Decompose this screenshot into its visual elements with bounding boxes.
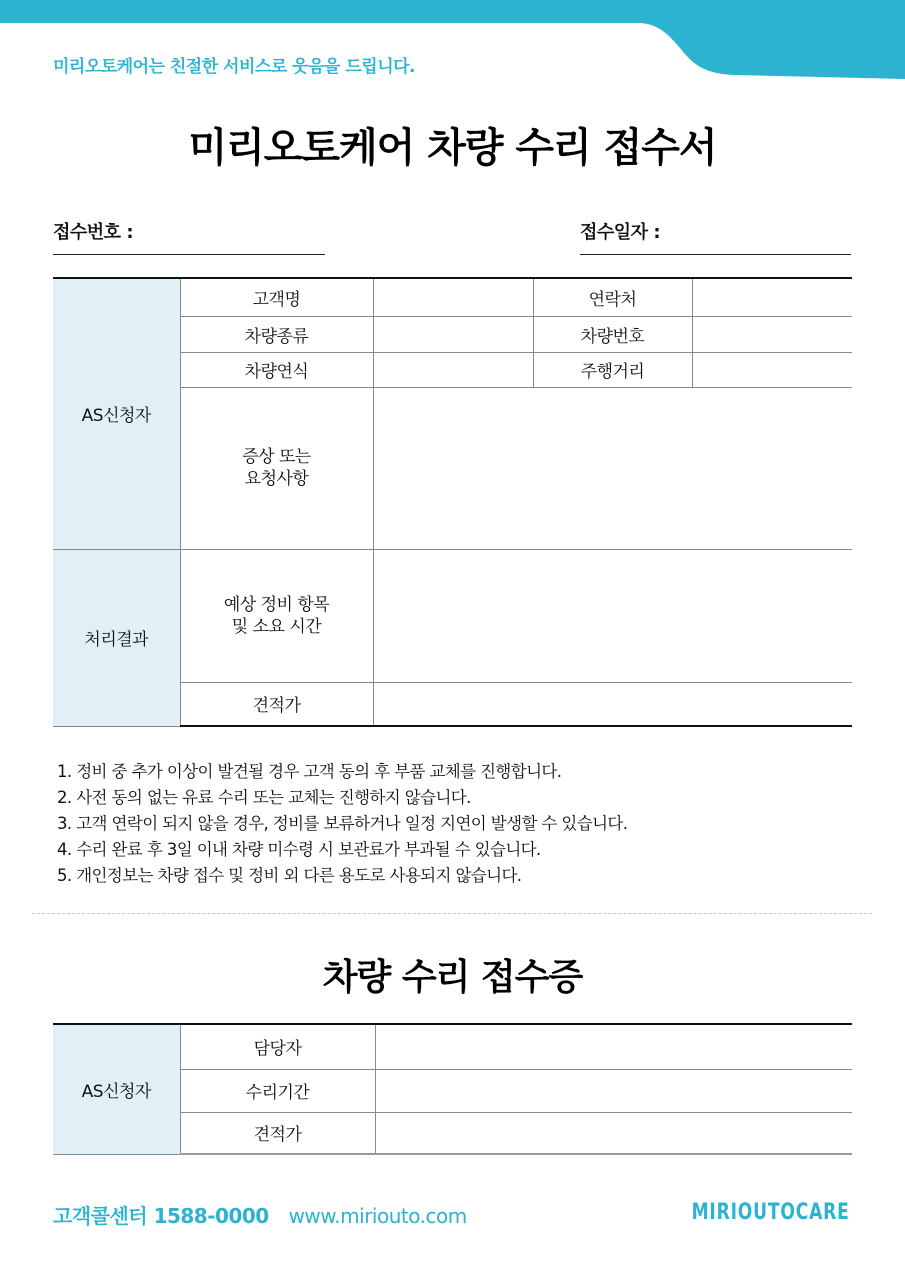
result-group-cell (53, 549, 180, 726)
mileage-field[interactable] (692, 352, 852, 387)
receipt-date-label: 접수일자 : (580, 222, 661, 243)
table-row (53, 278, 852, 316)
plate-number-field[interactable] (692, 316, 852, 352)
repair-period-field[interactable] (375, 1069, 852, 1112)
applicant-group-label: AS신청자 (81, 406, 151, 427)
table-row (53, 549, 852, 682)
repair-receipt-table (53, 1023, 852, 1155)
estimate-items-label-line1: 예상 정비 항목 (223, 594, 330, 615)
symptoms-label (180, 387, 373, 549)
estimate-items-field[interactable] (373, 549, 852, 682)
notice-item: 5. 개인정보는 차량 접수 및 정비 외 다른 용도로 사용되지 않습니다. (57, 866, 522, 885)
vehicle-year-field[interactable] (373, 352, 533, 387)
footer-contact (53, 1200, 467, 1229)
receipt-group-cell (53, 1024, 180, 1154)
website-link[interactable]: www.miriouto.com (288, 1204, 467, 1228)
receipt-number-field[interactable] (53, 218, 325, 255)
repair-request-table (53, 277, 852, 727)
receipt-group-label: AS신청자 (81, 1081, 151, 1102)
symptoms-label-line2: 요청사항 (244, 469, 309, 489)
receipt-title: 차량 수리 접수증 (322, 957, 583, 998)
receipt-number-label: 접수번호 : (53, 222, 134, 243)
manager-field[interactable] (375, 1024, 852, 1069)
notice-list (57, 759, 627, 889)
result-group-label: 처리결과 (84, 630, 149, 650)
symptoms-label-line1: 증상 또는 (242, 447, 311, 467)
receipt-quote-field[interactable] (375, 1112, 852, 1154)
estimate-items-label-line2: 및 소요 시간 (231, 616, 322, 637)
contact-label: 연락처 (533, 278, 692, 316)
customer-name-label: 고객명 (180, 278, 373, 316)
call-center-phone: 고객콜센터 1588-0000 (53, 1204, 269, 1228)
notice-item: 4. 수리 완료 후 3일 이내 차량 미수령 시 보관료가 부과될 수 있습니다. (57, 840, 541, 859)
notice-item: 1. 정비 중 추가 이상이 발견될 경우 고객 동의 후 부품 교체를 진행합니다. (57, 762, 562, 781)
table-row (53, 1024, 852, 1069)
tagline: 미리오토케어는 친절한 서비스로 웃음을 드립니다. (53, 57, 415, 77)
page-title: 미리오토케어 차량 수리 접수서 (188, 125, 717, 171)
vehicle-type-field[interactable] (373, 316, 533, 352)
estimate-items-label (180, 549, 373, 682)
quote-field[interactable] (373, 682, 852, 726)
mileage-label: 주행거리 (533, 352, 692, 387)
quote-label: 견적가 (180, 682, 373, 726)
receipt-date-field[interactable] (580, 218, 851, 255)
cut-line-divider (32, 913, 872, 914)
brand-logo: MIRIOUTOCARE (691, 1200, 850, 1225)
customer-name-field[interactable] (373, 278, 533, 316)
manager-label: 담당자 (180, 1024, 375, 1069)
symptoms-field[interactable] (373, 387, 852, 549)
applicant-group-cell (53, 278, 180, 549)
notice-item: 3. 고객 연락이 되지 않을 경우, 정비를 보류하거나 일정 지연이 발생할 수 있습니다. (57, 814, 628, 833)
contact-field[interactable] (692, 278, 852, 316)
vehicle-year-label: 차량연식 (180, 352, 373, 387)
repair-period-label: 수리기간 (180, 1069, 375, 1112)
receipt-quote-label: 견적가 (180, 1112, 375, 1154)
plate-number-label: 차량번호 (533, 316, 692, 352)
vehicle-type-label: 차량종류 (180, 316, 373, 352)
notice-item: 2. 사전 동의 없는 유료 수리 또는 교체는 진행하지 않습니다. (57, 788, 471, 807)
